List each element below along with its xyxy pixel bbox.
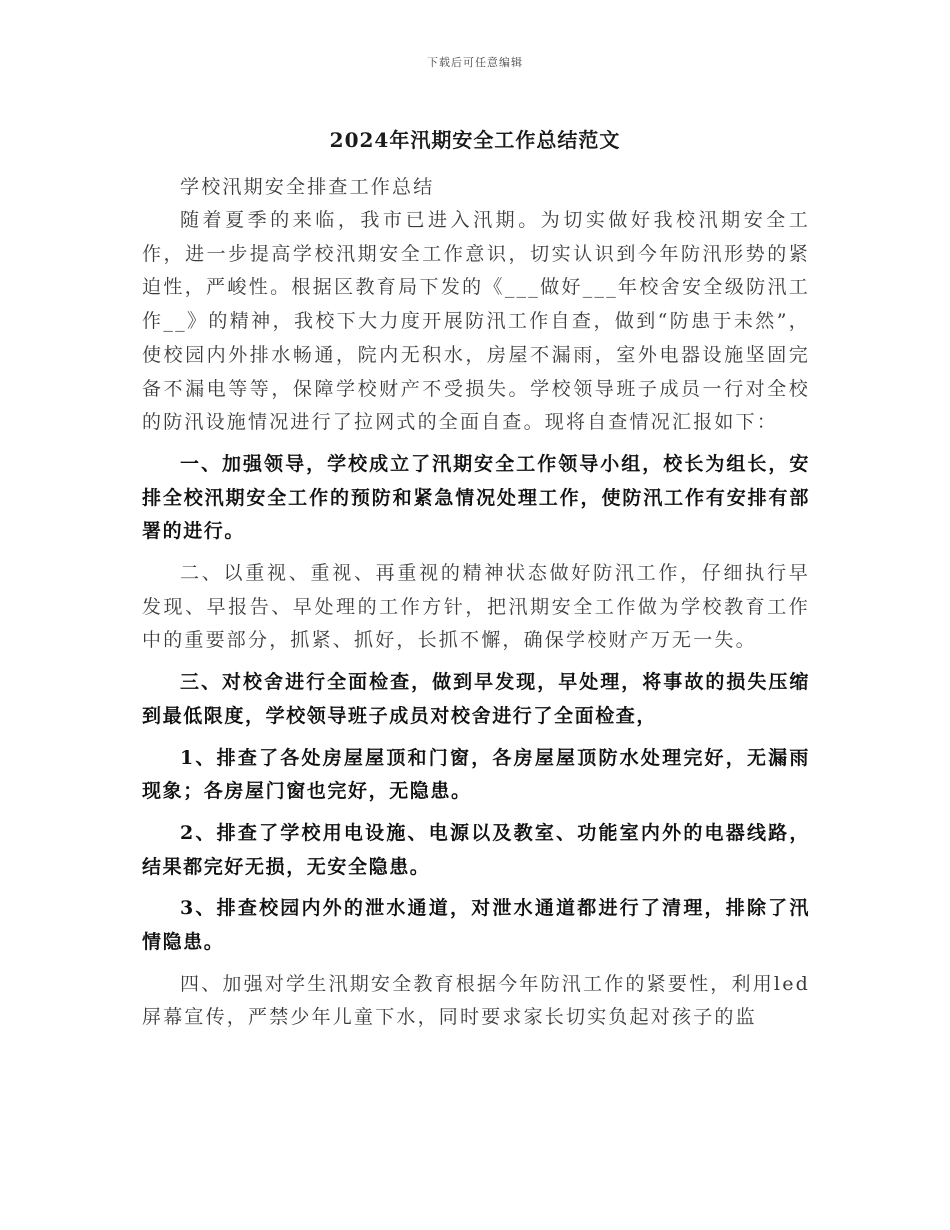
paragraph-item-1: 1、排查了各处房屋屋顶和门窗，各房屋屋顶防水处理完好，无漏雨现象；各房屋门窗也完好，无隐患。 — [142, 746, 810, 803]
header-note: 下载后可任意编辑 — [427, 56, 523, 69]
paragraph-section-3: 三、对校舍进行全面检查，做到早发现，早处理，将事故的损失压缩到最低限度，学校领导班子成员对校舍进行了全面检查， — [142, 671, 810, 727]
document-title: 2024年汛期安全工作总结范文 — [329, 128, 621, 152]
paragraph-item-2: 2、排查了学校用电设施、电源以及教室、功能室内外的电器线路，结果都完好无损，无安全隐患。 — [142, 821, 810, 878]
paragraph-intro: 随着夏季的来临，我市已进入汛期。为切实做好我校汛期安全工作，进一步提高学校汛期安全工作意识，切实认识到今年防汛形势的紧迫性，严峻性。根据区教育局下发的《___做好___年校舍安全级防汛工作__》的精神，我校下大力度开展防汛工作自查，做到“防患于未然”，使校园内外排水畅通，院内无积水，房屋不漏雨，室外电器设施坚固完备不漏电等等，保障学校财产不受损失。学校领导班子成员一行对全校的防汛设施情况进行了拉网式的全面自查。现将自查情况汇报如下： — [142, 209, 810, 434]
paragraph-item-3: 3、排查校园内外的泄水通道，对泄水通道都进行了清理，排除了汛情隐患。 — [142, 897, 810, 954]
paragraph-section-1: 一、加强领导，学校成立了汛期安全工作领导小组，校长为组长，安排全校汛期安全工作的预防和紧急情况处理工作，使防汛工作有安排有部署的进行。 — [142, 452, 810, 543]
paragraph-section-4: 四、加强对学生汛期安全教育根据今年防汛工作的紧要性，利用led屏幕宣传，严禁少年儿童下水，同时要求家长切实负起对孩子的监 — [142, 972, 810, 1029]
document-body — [142, 172, 810, 1035]
paragraph-section-2: 二、以重视、重视、再重视的精神状态做好防汛工作，仔细执行早发现、早报告、早处理的工作方针，把汛期安全工作做为学校教育工作中的重要部分，抓紧、抓好，长抓不懈，确保学校财产万无一失。 — [142, 562, 810, 652]
document-subtitle: 学校汛期安全排查工作总结 — [180, 176, 435, 198]
